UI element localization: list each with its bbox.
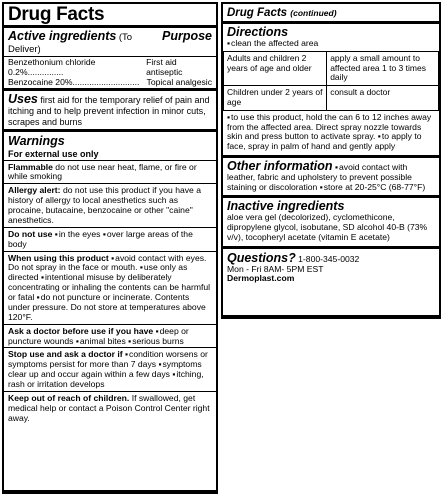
uses-section bbox=[4, 91, 216, 129]
active-ingredients-header bbox=[8, 29, 212, 56]
ingredient-row: Benzocaine 20%............................ Topical analgesic bbox=[8, 76, 212, 87]
keep-out-of-reach: Keep out of reach of children. If swallowed, get medical help or contact a Poison Control Center right away. bbox=[4, 391, 216, 425]
uses-text: first aid for the temporary relief of pain and itching and to help prevent infection in minor cuts, scrapes and burns bbox=[8, 95, 210, 127]
external-use-only: For external use only bbox=[8, 149, 99, 160]
stop-use: Stop use and ask a doctor if ▪ condition worsens or symptoms persist for more than 7 days ▪ symptoms clear up and occur again within a few days ▪ itching, rash or irritation develops bbox=[4, 347, 216, 391]
table-row: Adults and children 2 years of age and older apply a small amount to affected area 1 to 3 times daily bbox=[224, 51, 439, 85]
website: Dermoplast.com bbox=[227, 273, 295, 284]
ask-doctor-before-use: Ask a doctor before use if you have ▪ deep or puncture wounds ▪ animal bites ▪ serious burns bbox=[4, 324, 216, 348]
purpose-heading: Purpose bbox=[161, 29, 212, 43]
directions-first: ▪ clean the affected area bbox=[227, 39, 435, 49]
questions-section bbox=[223, 249, 439, 285]
active-ingredients-heading: Active ingredients bbox=[8, 29, 117, 43]
when-using-product: When using this product ▪ avoid contact with eyes. Do not spray in the face or mouth. ▪ use only as directed ▪ intentional misuse by deliberately concentrating or inhaling the contents can be harmful or fatal ▪ do not puncture or incinerate. Contents under pressure. Do not store at temperatures above 120°F. bbox=[4, 251, 216, 324]
phone-number: 1-800-345-0032 bbox=[298, 253, 360, 264]
hours: Mon - Fri 8AM- 5PM EST bbox=[227, 263, 324, 274]
active-ingredients-note: (To Deliver) bbox=[8, 32, 133, 55]
ingredient-row: Benzethonium chloride 0.2%............... First aid antiseptic bbox=[8, 56, 183, 77]
flammable-warning: Flammable do not use near heat, flame, or fire or while smoking bbox=[4, 160, 216, 184]
drug-facts-left-panel bbox=[2, 2, 218, 494]
questions-heading: Questions? bbox=[227, 250, 296, 265]
table-row: Children under 2 years of age consult a doctor bbox=[224, 86, 439, 111]
drug-facts-continued-title: Drug Facts (continued) bbox=[227, 7, 337, 19]
directions-table bbox=[223, 51, 439, 111]
uses-heading: Uses bbox=[8, 92, 38, 107]
allergy-alert: Allergy alert: do not use this product if you have a history of allergy to local anesthetics such as procaine, butacaine, benzocaine or other "caine" anesthetics. bbox=[4, 183, 216, 227]
inactive-ingredients: Inactive ingredients aloe vera gel (decolorized), cyclomethicone, dipropylene glycol, isobutane, SD alcohol 40-B (73% v/v), tocopheryl acetate (vitamin E acetate) bbox=[227, 198, 428, 242]
warnings-heading: Warnings bbox=[8, 134, 65, 149]
drug-facts-right-panel bbox=[221, 2, 441, 319]
directions-heading: Directions bbox=[227, 25, 289, 39]
other-information: Other information ▪ avoid contact with leather, fabric and upholstery to prevent possible staining or discoloration ▪ store at 20-25°C (68-77°F) bbox=[223, 158, 439, 195]
drug-facts-title: Drug Facts bbox=[8, 4, 105, 25]
directions-after: ▪ to use this product, hold the can 6 to 12 inches away from the affected area. Direct spray nozzle towards skin and press button to activate spray. ▪ to apply to face, spray in palm of hand and gently apply bbox=[223, 111, 439, 156]
do-not-use: Do not use ▪ in the eyes ▪ over large areas of the body bbox=[4, 227, 216, 251]
